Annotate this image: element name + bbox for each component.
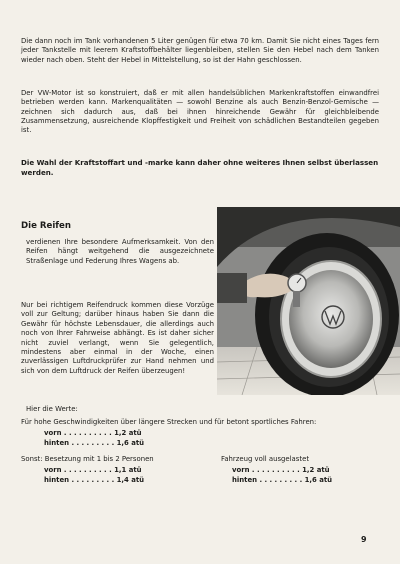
- full-load-rear: hinten . . . . . . . . . 1,6 atü: [232, 476, 333, 484]
- full-load-front: vorn . . . . . . . . . . 1,2 atü: [232, 466, 330, 474]
- full-load-label: Fahrzeug voll ausgelastet: [221, 455, 310, 463]
- paragraph-vw-engine: Der VW-Motor ist so konstruiert, daß er mit allen handelsüblichen Markenkraftstoffen einwandfrei betrieben werden kann. Markenqualitäten — sowohl Benzine als auch Benzin-Benzol-Gemische — zeichnen sich dadurch aus, daß bei ihnen hinreichende Gewähr für gleichbleibende Zusammensetzung, ausreichende Klopffestigkeit und Freiheit von schädlichen Bestandteilen gegeben ist.: [21, 89, 379, 135]
- paragraph-tires-intro: verdienen Ihre besondere Aufmerksamkeit. Von den Reifen hängt weitgehend die ausgezeichnete Straßenlage und Federung Ihres Wagens ab.: [26, 238, 214, 265]
- high-speed-front: vorn . . . . . . . . . . 1,2 atü: [44, 429, 142, 437]
- paragraph-fuel-reserve: Die dann noch im Tank vorhandenen 5 Liter genügen für etwa 70 km. Damit Sie nicht eines Tages fern jeder Tankstelle mit leerem Kraftstoffbehälter liegenbleiben, stellen Sie den Hebel nach dem Tanken wieder nach oben. Steht der Hebel in Mittelstellung, so ist der Hahn geschlossen.: [21, 37, 379, 64]
- high-speed-rear: hinten . . . . . . . . . 1,6 atü: [44, 439, 145, 447]
- section-heading-tires: Die Reifen: [21, 221, 71, 231]
- values-title: Hier die Werte:: [26, 405, 78, 413]
- tire-pressure-photo: [217, 207, 400, 395]
- normal-load-front: vorn . . . . . . . . . . 1,1 atü: [44, 466, 142, 474]
- normal-load-label: Sonst: Besetzung mit 1 bis 2 Personen: [21, 455, 154, 463]
- fuel-choice-note: Die Wahl der Kraftstoffart und -marke kann daher ohne weiteres Ihnen selbst überlassen werden.: [21, 158, 379, 177]
- page-number: 9: [361, 535, 367, 544]
- normal-load-rear: hinten . . . . . . . . . 1,4 atü: [44, 476, 145, 484]
- high-speed-label: Für hohe Geschwindigkeiten über längere Strecken und für betont sportliches Fahren:: [21, 418, 317, 426]
- paragraph-tire-pressure: Nur bei richtigem Reifendruck kommen diese Vorzüge voll zur Geltung; darüber hinaus haben Sie dann die Gewähr für höchste Lebensdauer, die allerdings auch noch von Ihrer Fahrweise abhängt. Es ist daher sicher nicht zuviel verlangt, wenn Sie gelegentlich, mindestens aber einmal in der Woche, einen zuverlässigen Luftdruckprüfer zur Hand nehmen und sich von dem Luftdruck der Reifen überzeugen!: [21, 301, 214, 375]
